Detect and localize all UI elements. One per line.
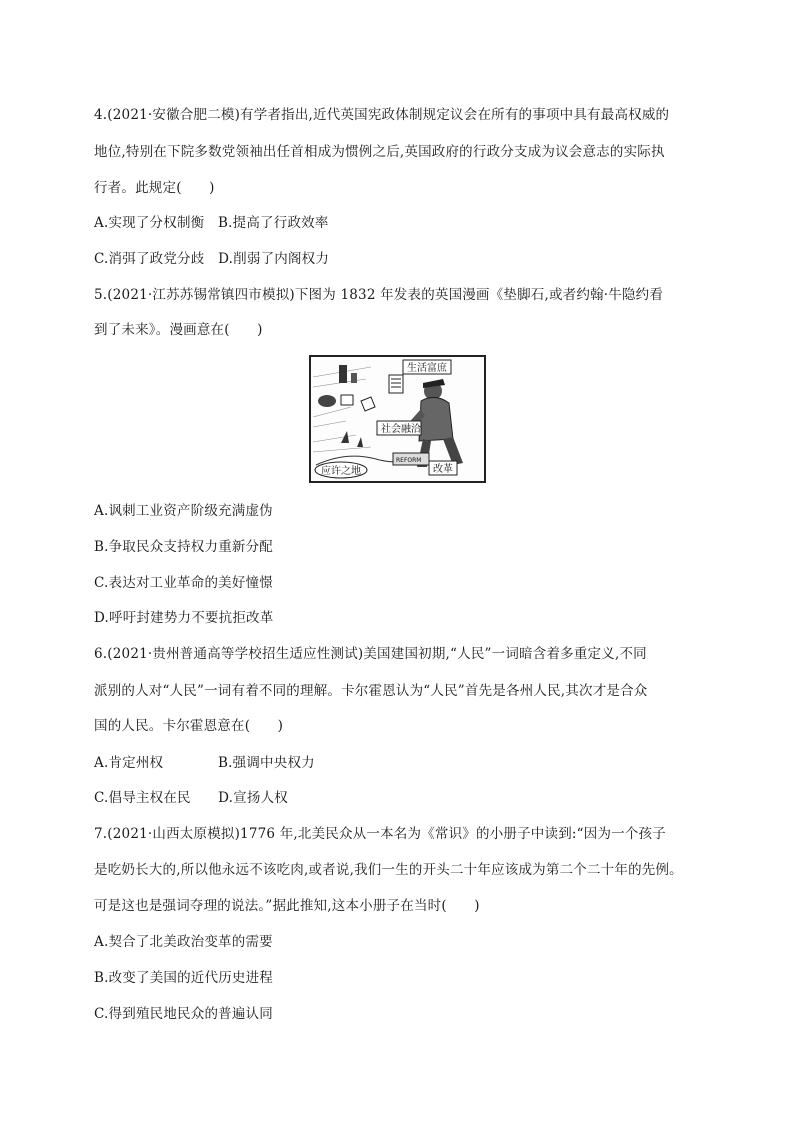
q5-option-c: C.表达对工业革命的美好憧憬 bbox=[94, 575, 273, 591]
q6-option-line-2: C.倡导主权在民 D.宣扬人权 bbox=[94, 790, 288, 806]
cartoon-label-top: 生活富庶 bbox=[407, 363, 447, 374]
q7-option-b: B.改变了美国的近代历史进程 bbox=[94, 970, 274, 986]
q7-option-c: C.得到殖民地民众的普遍认同 bbox=[94, 1006, 273, 1022]
cartoon-label-middle: 社会融洽 bbox=[381, 424, 421, 435]
q5-option-a: A.讽刺工业资产阶级充满虚伪 bbox=[94, 503, 273, 519]
q4-option-line-1: A.实现了分权制衡 B.提高了行政效率 bbox=[94, 215, 329, 231]
cartoon-figure bbox=[309, 355, 486, 483]
q7-stem-line-2: 是吃奶长大的,所以他永远不该吃肉,或者说,我们一生的开头二十年应该成为第二个二十年的先例。 bbox=[94, 862, 683, 878]
q6-stem-line-2: 派别的人对“人民”一词有着不同的理解。卡尔霍恩认为“人民”首先是各州人民,其次才是合众 bbox=[94, 683, 648, 699]
q5-option-d: D.呼吁封建势力不要抗拒改革 bbox=[94, 610, 274, 626]
cartoon-label-stone: REFORM bbox=[396, 457, 422, 464]
q6-option-line-1: A.肯定州权 B.强调中央权力 bbox=[94, 755, 315, 771]
cartoon-illustration bbox=[311, 357, 484, 481]
q7-stem-line-3: 可是这也是强词夺理的说法。”据此推知,这本小册子在当时( ) bbox=[94, 898, 480, 914]
q4-stem-line-2: 地位,特别在下院多数党领袖出任首相成为惯例之后,英国政府的行政分支成为议会意志的实际执 bbox=[94, 144, 665, 160]
q4-stem-line-3: 行者。此规定( ) bbox=[94, 180, 215, 196]
q7-stem-line-1: 7.(2021·山西太原模拟)1776 年,北美民众从一本名为《常识》的小册子中读到:“因为一个孩子 bbox=[94, 826, 666, 842]
q4-option-line-2: C.消弭了政党分歧 D.削弱了内阁权力 bbox=[94, 251, 330, 267]
cartoon-label-left: 应许之地 bbox=[321, 466, 361, 477]
q6-stem-line-3: 国的人民。卡尔霍恩意在( ) bbox=[94, 718, 284, 734]
cartoon-label-right: 改革 bbox=[433, 464, 453, 475]
q7-option-a: A.契合了北美政治变革的需要 bbox=[94, 934, 273, 950]
q5-stem-line-2: 到了未来》。漫画意在( ) bbox=[94, 322, 263, 338]
q5-option-b: B.争取民众支持权力重新分配 bbox=[94, 539, 274, 555]
q5-stem-line-1: 5.(2021·江苏苏锡常镇四市模拟)下图为 1832 年发表的英国漫画《垫脚石,或者约翰·牛隐约看 bbox=[94, 287, 664, 303]
q4-stem-line-1: 4.(2021·安徽合肥二模)有学者指出,近代英国宪政体制规定议会在所有的事项中具有最高权威的 bbox=[94, 107, 670, 123]
q6-stem-line-1: 6.(2021·贵州普通高等学校招生适应性测试)美国建国初期,“人民”一词暗含着多重定义,不同 bbox=[94, 646, 647, 662]
